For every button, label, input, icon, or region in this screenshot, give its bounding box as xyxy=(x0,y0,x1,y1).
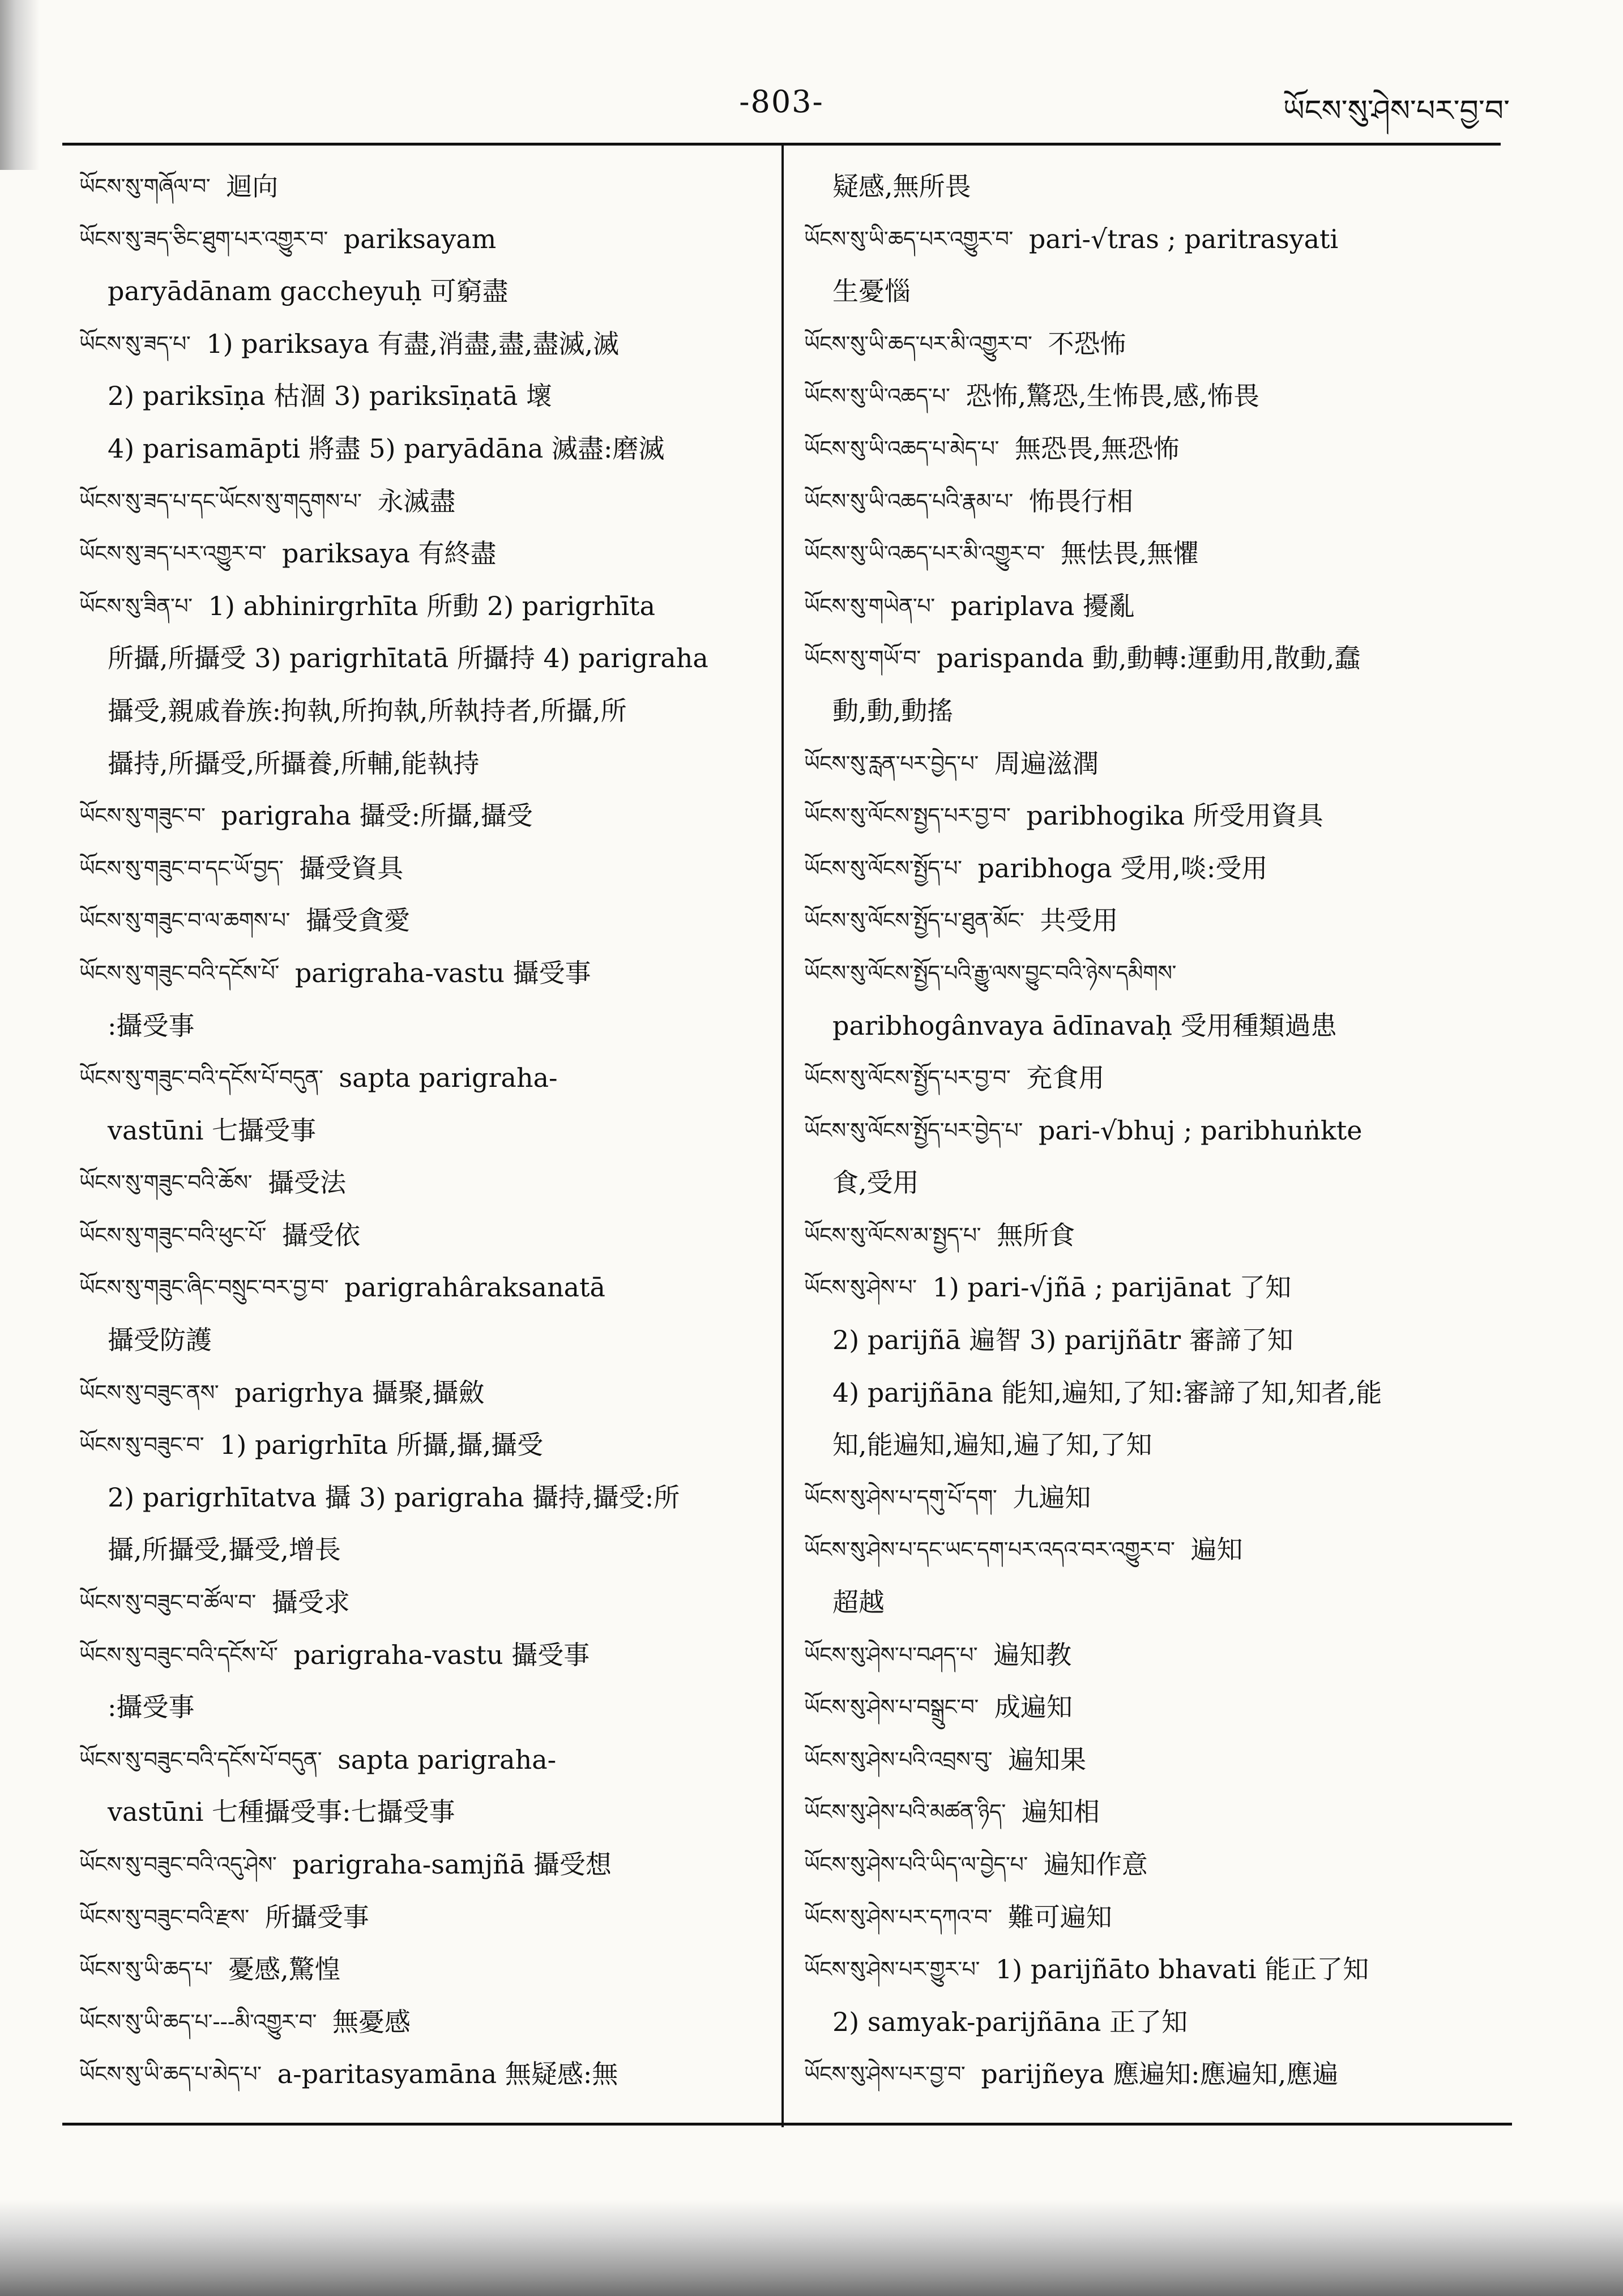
gloss-text: 難可遍知 xyxy=(1007,1901,1112,1932)
gloss-text: 1) abhinirgrhīta 所動 2) parigrhīta xyxy=(208,590,656,621)
gloss-text: 九遍知 xyxy=(1013,1482,1091,1513)
gloss-text: pari-√tras ; paritrasyati xyxy=(1028,223,1339,254)
dictionary-entry xyxy=(79,1838,770,1891)
dictionary-entry xyxy=(79,1156,770,1209)
dictionary-entry xyxy=(804,475,1506,528)
gloss-text: 無怯畏,無懼 xyxy=(1060,538,1199,569)
gloss-text: paryādānam gaccheyuḥ 可窮盡 xyxy=(108,276,509,307)
gloss-text: 遍知教 xyxy=(993,1639,1072,1670)
entry-continuation xyxy=(79,265,770,318)
tibetan-headword: ཡོངས་སུ་གཟུང་བ་ལ་ཆགས་པ་ xyxy=(79,908,290,933)
gloss-text: 永滅盡 xyxy=(377,485,456,517)
entry-continuation xyxy=(79,1786,770,1838)
dictionary-entry xyxy=(79,1629,770,1682)
dictionary-entry xyxy=(79,1943,770,1996)
entry-continuation xyxy=(804,160,1506,213)
entry-continuation xyxy=(79,423,770,475)
gloss-text: 不恐怖 xyxy=(1048,328,1126,359)
gloss-text: 攝受依 xyxy=(282,1219,361,1251)
gloss-text: 無憂感 xyxy=(332,2006,411,2037)
gloss-text: 攝受防護 xyxy=(108,1325,212,1356)
entry-continuation xyxy=(79,370,770,423)
gloss-text: :攝受事 xyxy=(108,1010,195,1041)
tibetan-headword: ཡོངས་སུ་ཤེས་པ་དགུ་པོ་དག་ xyxy=(804,1484,997,1510)
tibetan-headword: ཡོངས་སུ་གཟུང་བ་ xyxy=(79,803,206,829)
tibetan-headword: ཡོངས་སུ་ཤེས་པ་བཤད་པ་ xyxy=(804,1642,978,1667)
dictionary-entry xyxy=(804,1471,1506,1524)
dictionary-entry xyxy=(804,213,1506,266)
tibetan-headword: ཡོངས་སུ་ལོངས་སྤྱོད་པར་བྱེད་པ་ xyxy=(804,1117,1023,1143)
dictionary-entry xyxy=(804,947,1506,1000)
gloss-text: 1) parigrhīta 所攝,攝,攝受 xyxy=(220,1429,544,1461)
tibetan-headword: ཡོངས་སུ་ཟད་པར་འགྱུར་བ་ xyxy=(79,541,267,566)
gloss-text: pariplava 擾亂 xyxy=(950,590,1135,621)
tibetan-headword: ཡོངས་སུ་ཤེས་པའི་འབྲས་བུ་ xyxy=(804,1747,993,1772)
entry-continuation xyxy=(804,1576,1506,1629)
dictionary-entry xyxy=(79,527,770,580)
dictionary-entry xyxy=(804,2048,1506,2101)
gloss-text: pariksaya 有終盡 xyxy=(282,538,497,569)
gloss-text: 知,能遍知,遍知,遍了知,了知 xyxy=(832,1429,1152,1461)
gloss-text: 無恐畏,無恐怖 xyxy=(1014,433,1180,464)
gloss-text: vastūni 七種攝受事:七攝受事 xyxy=(108,1796,455,1828)
tibetan-headword: ཡོངས་སུ་ཡི་ཆད་པར་འགྱུར་བ་ xyxy=(804,226,1013,251)
tibetan-headword: ཡོངས་སུ་ཤེས་པར་བྱ་བ་ xyxy=(804,2062,966,2087)
dictionary-entry xyxy=(79,894,770,947)
gloss-text: parigraha-samjñā 攝受想 xyxy=(292,1849,612,1880)
tibetan-headword: ཡོངས་སུ་ཟད་ཅིང་ཐུག་པར་འགྱུར་བ་ xyxy=(79,226,328,251)
gloss-text: paribhogânvaya ādīnavaḥ 受用種類過患 xyxy=(832,1010,1337,1041)
gloss-text: 4) parijñāna 能知,遍知,了知:審諦了知,知者,能 xyxy=(832,1377,1382,1408)
tibetan-headword: ཡོངས་སུ་གཟུང་བའི་ཕུང་པོ་ xyxy=(79,1222,267,1248)
gloss-text: paribhogika 所受用資具 xyxy=(1026,800,1323,831)
tibetan-headword: ཡོངས་སུ་ཡི་འཆད་པའི་རྣམ་པ་ xyxy=(804,488,1013,514)
gloss-text: 攝持,所攝受,所攝養,所輔,能執持 xyxy=(108,748,480,779)
gloss-text: 動,動,動搖 xyxy=(832,695,954,726)
dictionary-entry xyxy=(804,789,1506,842)
tibetan-headword: ཡོངས་སུ་གཟུང་བའི་དངོས་པོ་ xyxy=(79,960,279,985)
tibetan-headword: ཡོངས་སུ་ཤེས་པ་བསྒྲུང་བ་ xyxy=(804,1695,979,1720)
dictionary-entry xyxy=(79,1419,770,1471)
tibetan-headword: ཡོངས་སུ་ཡི་ཆད་པ་མེད་པ་ xyxy=(79,2062,262,2087)
column-divider xyxy=(781,145,784,2127)
gloss-text: 遍知相 xyxy=(1021,1796,1100,1828)
gloss-text: 周遍滋潤 xyxy=(994,748,1099,779)
tibetan-headword: ཡོངས་སུ་ཟིན་པ་ xyxy=(79,593,193,618)
gloss-text: 遍知果 xyxy=(1008,1744,1087,1775)
tibetan-headword: ཡོངས་སུ་བཟུང་བའི་འདུ་ཤེས་ xyxy=(79,1852,277,1877)
tibetan-headword: ཡོངས་སུ་ལོངས་སྤྱོད་པ་ xyxy=(804,855,962,881)
dictionary-entry xyxy=(79,789,770,842)
entry-continuation xyxy=(79,685,770,737)
tibetan-headword: ཡོངས་སུ་ཟད་པ་ xyxy=(79,331,191,356)
dictionary-entry xyxy=(804,842,1506,895)
dictionary-entry xyxy=(804,894,1506,947)
tibetan-headword: ཡོངས་སུ་ཟད་པ་དང་ཡོངས་སུ་གདུགས་པ་ xyxy=(79,488,362,514)
tibetan-headword: ཡོངས་སུ་བཟུང་བའི་དངོས་པོ་བདུན་ xyxy=(79,1747,322,1772)
gloss-text: paribhoga 受用,啖:受用 xyxy=(977,852,1268,884)
dictionary-entry xyxy=(79,1052,770,1104)
tibetan-headword: ཡོངས་སུ་གཟུང་བའི་ཆོས་ xyxy=(79,1170,253,1196)
gloss-text: 生憂惱 xyxy=(832,276,911,307)
dictionary-entry xyxy=(79,1996,770,2049)
tibetan-headword: ཡོངས་སུ་བཟུང་ནས་ xyxy=(79,1380,219,1405)
gloss-text: 超越 xyxy=(832,1587,885,1618)
entry-continuation xyxy=(79,632,770,685)
entry-continuation xyxy=(804,1419,1506,1471)
entry-continuation xyxy=(79,1104,770,1157)
tibetan-headword: ཡོངས་སུ་ཤེས་པའི་ཡིད་ལ་བྱེད་པ་ xyxy=(804,1852,1028,1877)
dictionary-entry xyxy=(79,213,770,266)
tibetan-headword: ཡོངས་སུ་གཡོ་བ་ xyxy=(804,646,921,671)
gloss-text: 攝,所攝受,攝受,增長 xyxy=(108,1534,341,1565)
gloss-text: 所攝,所攝受 3) parigrhītatā 所攝持 4) parigraha xyxy=(108,643,708,674)
tibetan-headword: ཡོངས་སུ་གཟུང་ཞིང་བསྲུང་བར་བྱ་བ་ xyxy=(79,1275,329,1300)
bottom-rule xyxy=(62,2123,1512,2126)
tibetan-headword: ཡོངས་སུ་གཟུང་བའི་དངོས་པོ་བདུན་ xyxy=(79,1065,323,1091)
dictionary-entry xyxy=(804,737,1506,790)
scan-bottom-shadow xyxy=(0,2200,1623,2296)
dictionary-entry xyxy=(79,160,770,213)
entry-continuation xyxy=(79,1000,770,1052)
gloss-text: pari-√bhuj ; paribhuṅkte xyxy=(1038,1115,1363,1146)
gloss-text: 攝受求 xyxy=(271,1587,350,1618)
entry-continuation xyxy=(79,737,770,790)
tibetan-headword: ཡོངས་སུ་བཟུང་བའི་དངོས་པོ་ xyxy=(79,1642,278,1667)
dictionary-entry xyxy=(804,318,1506,370)
gloss-text: parigraha-vastu 攝受事 xyxy=(293,1639,590,1670)
tibetan-headword: ཡོངས་སུ་བཟུང་བ་ xyxy=(79,1432,204,1458)
tibetan-headword: ཡོངས་སུ་རླན་པར་བྱེད་པ་ xyxy=(804,750,979,776)
entry-continuation xyxy=(804,1156,1506,1209)
gloss-text: 共受用 xyxy=(1040,905,1118,936)
entry-continuation xyxy=(79,1471,770,1524)
gloss-text: sapta parigraha- xyxy=(339,1062,558,1094)
gloss-text: 1) parijñāto bhavati 能正了知 xyxy=(995,1954,1369,1985)
dictionary-entry xyxy=(79,947,770,1000)
gloss-text: parigrahâraksanatā xyxy=(344,1272,605,1303)
tibetan-headword: ཡོངས་སུ་ཤེས་པ་ xyxy=(804,1275,917,1300)
gloss-text: 攝受資具 xyxy=(299,852,404,884)
gloss-text: 怖畏行相 xyxy=(1028,485,1133,517)
gloss-text: 遍知作意 xyxy=(1043,1849,1148,1880)
gloss-text: 2) pariksīṇa 枯涸 3) pariksīṇatā 壞 xyxy=(108,381,553,412)
entry-continuation xyxy=(79,1523,770,1576)
dictionary-entry xyxy=(79,1367,770,1419)
tibetan-headword: ཡོངས་སུ་ཤེས་པ་དང་ཡང་དག་པར་འདའ་བར་འགྱུར་བ་ xyxy=(804,1537,1175,1563)
tibetan-headword: ཡོངས་སུ་གཡེན་པ་ xyxy=(804,593,935,618)
dictionary-entry xyxy=(804,527,1506,580)
dictionary-entry xyxy=(804,1734,1506,1786)
dictionary-entry xyxy=(79,475,770,528)
gloss-text: pariksayam xyxy=(343,223,497,254)
dictionary-entry xyxy=(804,1629,1506,1682)
gloss-text: 疑感,無所畏 xyxy=(832,171,971,202)
dictionary-entry xyxy=(804,632,1506,685)
tibetan-headword: ཡོངས་སུ་ཡི་ཆད་པ་ xyxy=(79,1957,213,1982)
dictionary-entry xyxy=(79,318,770,370)
gloss-text: 迴向 xyxy=(226,171,279,202)
gloss-text: 攝受法 xyxy=(268,1167,347,1198)
gloss-text: a-paritasyamāna 無疑感:無 xyxy=(277,2059,618,2090)
gloss-text: sapta parigraha- xyxy=(338,1744,557,1775)
dictionary-entry xyxy=(79,1891,770,1944)
dictionary-entry xyxy=(804,1891,1506,1944)
gloss-text: :攝受事 xyxy=(108,1692,195,1723)
gloss-text: 遍知 xyxy=(1190,1534,1243,1565)
dictionary-entry xyxy=(804,1523,1506,1576)
tibetan-headword: ཡོངས་སུ་ཡི་འཆད་པར་མི་འགྱུར་བ་ xyxy=(804,541,1045,566)
right-column xyxy=(804,160,1506,2101)
gloss-text: 1) pari-√jñā ; parijānat 了知 xyxy=(932,1272,1292,1303)
gloss-text: 攝受貪愛 xyxy=(305,905,410,936)
entry-continuation xyxy=(804,1996,1506,2049)
tibetan-headword: ཡོངས་སུ་ལོངས་སྤྱོད་པའི་རྒྱུ་ལས་བྱུང་བའི་ཉེས་དམིགས་ xyxy=(804,960,1176,985)
dictionary-entry xyxy=(804,1681,1506,1734)
tibetan-headword: ཡོངས་སུ་ཤེས་པར་གྱུར་པ་ xyxy=(804,1957,980,1982)
dictionary-entry xyxy=(79,580,770,633)
gloss-text: parigrhya 攝聚,攝斂 xyxy=(234,1377,485,1408)
dictionary-entry xyxy=(804,1209,1506,1262)
page-number: -803- xyxy=(739,84,824,120)
tibetan-headword: ཡོངས་སུ་ལོངས་མ་སྤྱད་པ་ xyxy=(804,1222,981,1248)
dictionary-entry xyxy=(804,580,1506,633)
dictionary-entry xyxy=(79,842,770,895)
entry-continuation xyxy=(79,1681,770,1734)
gloss-text: parigraha-vastu 攝受事 xyxy=(294,957,591,988)
tibetan-headword: ཡོངས་སུ་ཡི་འཆད་པ་ xyxy=(804,383,950,409)
scan-corner-shadow xyxy=(0,0,40,170)
tibetan-headword: ཡོངས་སུ་གཟུང་བ་དང་ཡོ་བྱད་ xyxy=(79,855,284,881)
gloss-text: 充食用 xyxy=(1026,1062,1105,1094)
gloss-text: vastūni 七攝受事 xyxy=(108,1115,317,1146)
dictionary-entry xyxy=(804,423,1506,475)
gloss-text: 成遍知 xyxy=(994,1692,1073,1723)
tibetan-headword: ཡོངས་སུ་བཟུང་བའི་རྫས་ xyxy=(79,1904,249,1930)
left-column xyxy=(79,160,770,2101)
running-head: ཡོངས་སུ་ཤེས་པར་བྱ་བ་ xyxy=(1283,94,1510,128)
tibetan-headword: ཡོངས་སུ་ལོངས་སྤྱད་པར་བྱ་བ་ xyxy=(804,803,1011,829)
tibetan-headword: ཡོངས་སུ་ཤེས་པར་དཀའ་བ་ xyxy=(804,1904,992,1930)
dictionary-entry xyxy=(804,1943,1506,1996)
tibetan-headword: ཡོངས་སུ་བཟུང་བ་ཚོལ་བ་ xyxy=(79,1590,256,1615)
entry-continuation xyxy=(804,265,1506,318)
dictionary-entry xyxy=(804,370,1506,423)
tibetan-headword: ཡོངས་སུ་ཤེས་པའི་མཚན་ཉིད་ xyxy=(804,1799,1006,1825)
gloss-text: parijñeya 應遍知:應遍知,應遍 xyxy=(981,2059,1339,2090)
gloss-text: parispanda 動,動轉:運動用,散動,蠢 xyxy=(936,643,1361,674)
gloss-text: 恐怖,驚恐,生怖畏,感,怖畏 xyxy=(966,381,1259,412)
gloss-text: 無所食 xyxy=(997,1219,1075,1251)
entry-continuation xyxy=(79,1314,770,1367)
dictionary-entry xyxy=(79,1576,770,1629)
entry-continuation xyxy=(804,1314,1506,1367)
tibetan-headword: ཡོངས་སུ་ལོངས་སྤྱོད་པར་བྱ་བ་ xyxy=(804,1065,1011,1091)
gloss-text: 2) parijñā 遍智 3) parijñātr 審諦了知 xyxy=(832,1325,1293,1356)
dictionary-entry xyxy=(804,1104,1506,1157)
dictionary-entry xyxy=(804,1052,1506,1104)
gloss-text: 4) parisamāpti 將盡 5) paryādāna 滅盡:磨滅 xyxy=(108,433,665,464)
dictionary-entry xyxy=(804,1786,1506,1838)
dictionary-entry xyxy=(804,1261,1506,1314)
dictionary-entry xyxy=(804,1838,1506,1891)
entry-continuation xyxy=(804,685,1506,737)
gloss-text: 2) samyak-parijñāna 正了知 xyxy=(832,2006,1188,2037)
gloss-text: 食,受用 xyxy=(832,1167,919,1198)
gloss-text: 2) parigrhītatva 攝 3) parigraha 攝持,攝受:所 xyxy=(108,1482,680,1513)
dictionary-entry xyxy=(79,2048,770,2101)
dictionary-entry xyxy=(79,1734,770,1786)
tibetan-headword: ཡོངས་སུ་ཡི་ཆད་པར་མི་འགྱུར་བ་ xyxy=(804,331,1032,356)
tibetan-headword: ཡོངས་སུ་ཡི་ཆད་པ་---མི་འགྱུར་བ་ xyxy=(79,2009,317,2034)
gloss-text: parigraha 攝受:所攝,攝受 xyxy=(221,800,533,831)
dictionary-entry xyxy=(79,1261,770,1314)
gloss-text: 攝受,親戚眷族:拘執,所拘執,所執持者,所攝,所 xyxy=(108,695,627,726)
tibetan-headword: ཡོངས་སུ་གཞོལ་བ་ xyxy=(79,174,211,199)
tibetan-headword: ཡོངས་སུ་ལོངས་སྤྱོད་པ་ཐུན་མོང་ xyxy=(804,908,1024,933)
gloss-text: 1) pariksaya 有盡,消盡,盡,盡滅,滅 xyxy=(206,328,620,359)
gloss-text: 所攝受事 xyxy=(264,1901,369,1932)
dictionary-entry xyxy=(79,1209,770,1262)
tibetan-headword: ཡོངས་སུ་ཡི་འཆད་པ་མེད་པ་ xyxy=(804,436,999,461)
entry-continuation xyxy=(804,1000,1506,1052)
gloss-text: 憂感,驚惶 xyxy=(228,1954,341,1985)
entry-continuation xyxy=(804,1367,1506,1419)
